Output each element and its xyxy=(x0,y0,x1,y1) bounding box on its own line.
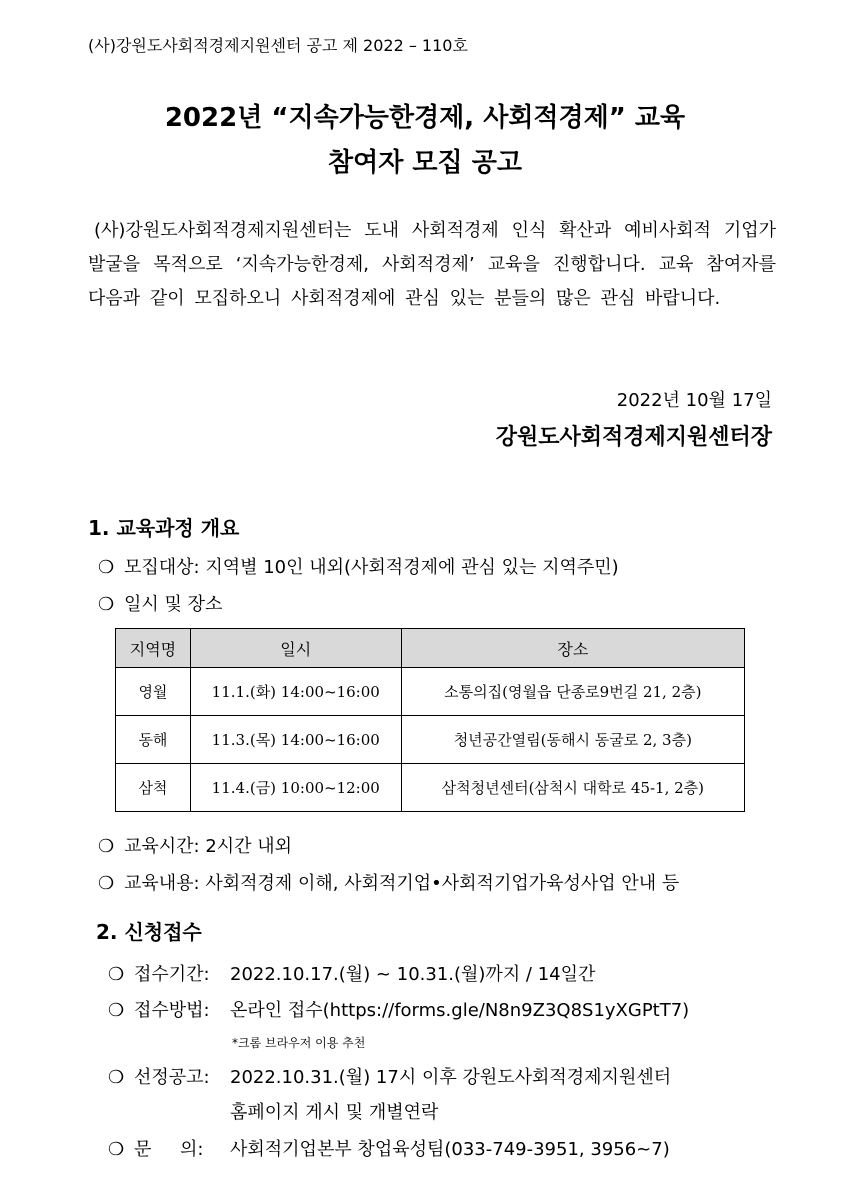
cell-region: 삼척 xyxy=(116,764,191,812)
table-row xyxy=(116,668,745,716)
cell-venue: 소통의집(영월읍 단종로9번길 21, 2층) xyxy=(401,668,744,716)
bullet-circle-icon: ❍ xyxy=(108,1000,125,1021)
announce-value-line1: 2022.10.31.(월) 17시 이후 강원도사회적경제지원센터 xyxy=(230,1067,672,1088)
inquiry-label: 문 의: xyxy=(134,1139,204,1160)
period-value: 2022.10.17.(월) ~ 10.31.(월)까지 / 14일간 xyxy=(230,964,596,985)
content-item xyxy=(98,869,679,895)
period-item xyxy=(108,960,595,986)
issue-date: 2022년 10월 17일 xyxy=(616,390,772,411)
method-label: 접수방법: xyxy=(134,1000,210,1021)
bullet-circle-icon: ❍ xyxy=(98,836,115,857)
inquiry-item xyxy=(108,1135,670,1161)
target-text: 모집대상: 지역별 10인 내외(사회적경제에 관심 있는 지역주민) xyxy=(124,557,619,578)
announce-value-line2: 홈페이지 게시 및 개별연락 xyxy=(230,1102,439,1123)
table-row xyxy=(116,716,745,764)
content-text: 교육내용: 사회적경제 이해, 사회적기업•사회적기업가육성사업 안내 등 xyxy=(124,873,680,894)
schedule-item xyxy=(98,590,222,616)
header-venue: 장소 xyxy=(401,629,744,668)
target-item xyxy=(98,553,619,579)
cell-venue: 청년공간열림(동해시 동굴로 2, 3층) xyxy=(401,716,744,764)
announce-item xyxy=(108,1063,671,1089)
intro-paragraph: (사)강원도사회적경제지원센터는 도내 사회적경제 인식 확산과 예비사회적 기업가 발굴을 목적으로 ‘지속가능한경제, 사회적경제’ 교육을 진행합니다. 교육 참여자를 다음과 같이 모집하오니 사회적경제에 관심 있는 분들의 많은 관심 바랍니다. xyxy=(88,220,776,309)
inquiry-value: 사회적기업본부 창업육성팀(033-749-3951, 3956~7) xyxy=(230,1139,670,1160)
schedule-table xyxy=(115,628,745,812)
cell-venue: 삼척청년센터(삼척시 대학로 45-1, 2층) xyxy=(401,764,744,812)
header-region: 지역명 xyxy=(116,629,191,668)
bullet-circle-icon: ❍ xyxy=(108,1067,125,1088)
period-label: 접수기간: xyxy=(134,964,210,985)
notice-number: (사)강원도사회적경제지원센터 공고 제 2022 – 110호 xyxy=(88,36,468,55)
section-2-heading: 2. 신청접수 xyxy=(96,920,202,944)
method-value: 온라인 접수(https://forms.gle/N8n9Z3Q8S1yXGPtT7) xyxy=(230,1000,690,1021)
duration-text: 교육시간: 2시간 내외 xyxy=(124,836,293,857)
duration-item xyxy=(98,832,292,858)
announce-label: 선정공고: xyxy=(134,1067,210,1088)
cell-datetime: 11.4.(금) 10:00~12:00 xyxy=(190,764,401,812)
bullet-circle-icon: ❍ xyxy=(98,873,115,894)
cell-datetime: 11.3.(목) 14:00~16:00 xyxy=(190,716,401,764)
method-note: *크롬 브라우저 이용 추천 xyxy=(232,1036,366,1050)
header-datetime: 일시 xyxy=(190,629,401,668)
bullet-circle-icon: ❍ xyxy=(98,594,115,615)
table-header-row xyxy=(116,629,745,668)
cell-region: 동해 xyxy=(116,716,191,764)
bullet-circle-icon: ❍ xyxy=(108,964,125,985)
issuer-org: 강원도사회적경제지원센터장 xyxy=(495,425,772,450)
document-subtitle: 참여자 모집 공고 xyxy=(328,148,522,178)
cell-datetime: 11.1.(화) 14:00~16:00 xyxy=(190,668,401,716)
bullet-circle-icon: ❍ xyxy=(98,557,115,578)
bullet-circle-icon: ❍ xyxy=(108,1139,125,1160)
cell-region: 영월 xyxy=(116,668,191,716)
table-row xyxy=(116,764,745,812)
section-1-heading: 1. 교육과정 개요 xyxy=(88,516,240,540)
document-title: 2022년 “지속가능한경제, 사회적경제” 교육 xyxy=(164,103,686,133)
schedule-label: 일시 및 장소 xyxy=(124,594,223,615)
method-item xyxy=(108,996,689,1022)
